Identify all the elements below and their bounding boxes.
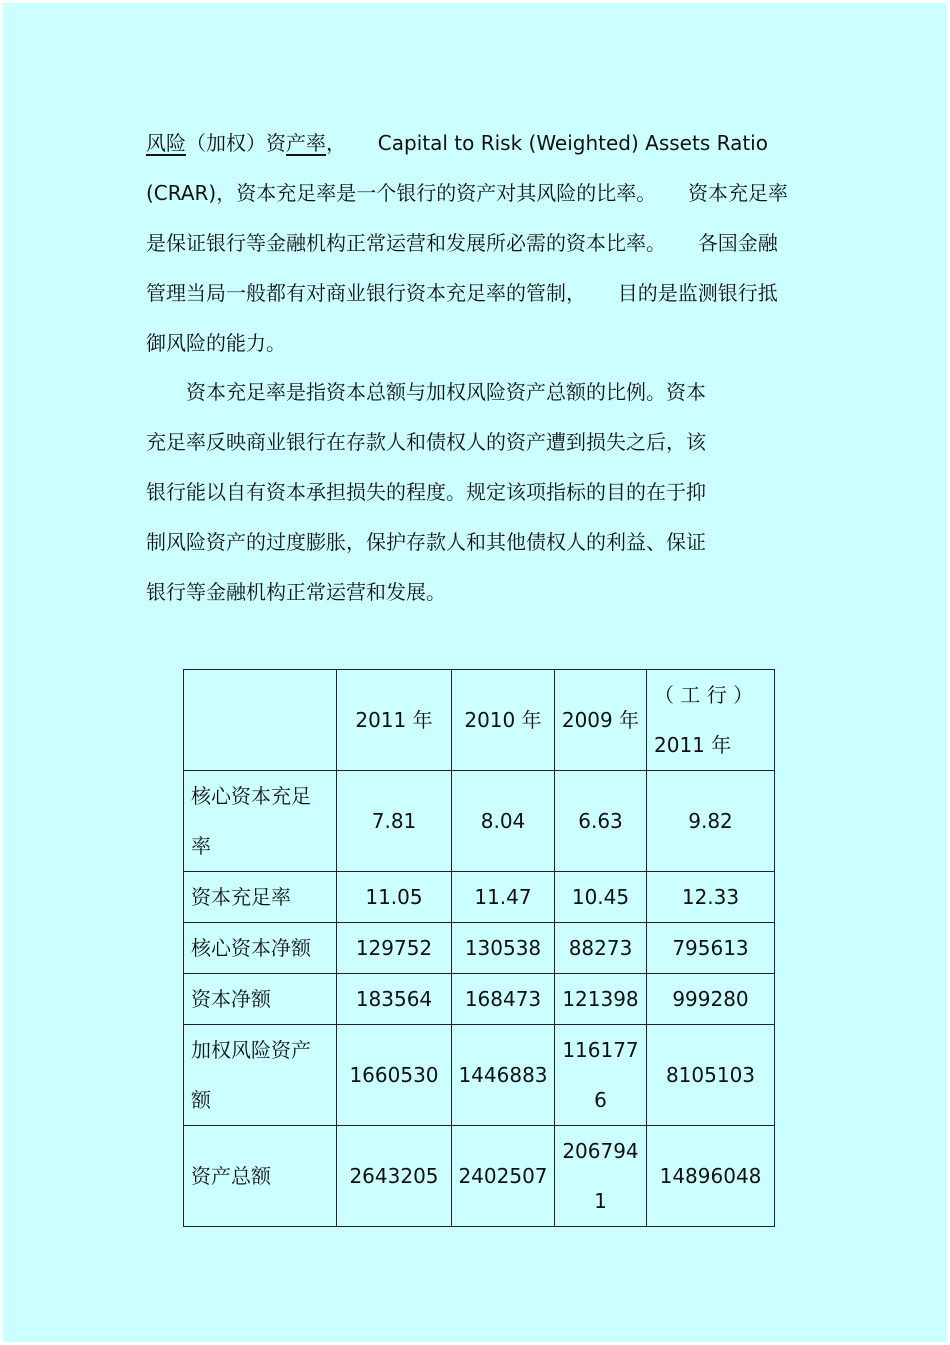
table-cell: 121398 (555, 974, 647, 1025)
table-cell: 7.81 (337, 771, 452, 872)
table-cell: 2643205 (337, 1126, 452, 1227)
table-cell (555, 1025, 647, 1126)
text-line: 御风险的能力。 (146, 331, 286, 355)
label-text: 核心资本充足 (191, 784, 311, 808)
label-text: 额 (191, 1088, 211, 1112)
cell-text: 206794 (562, 1139, 639, 1163)
underlined-term: 风险 (146, 131, 186, 155)
text-line: 管理当局一般都有对商业银行资本充足率的管制， 目的是监测银行抵 (146, 281, 778, 305)
text-line: 资本充足率是指资本总额与加权风险资产总额的比例。资本 (186, 380, 706, 404)
text-line: 制风险资产的过度膨胀，保护存款人和其他债权人的利益、保证 (146, 530, 706, 554)
row-label (184, 771, 337, 872)
row-label: 资本净额 (184, 974, 337, 1025)
text-line: 银行等金融机构正常运营和发展。 (146, 580, 446, 604)
table-row (184, 974, 775, 1025)
table-cell: 795613 (647, 923, 775, 974)
table-row (184, 1126, 775, 1227)
row-label: 核心资本净额 (184, 923, 337, 974)
header-text: （ 工 行 ） (654, 683, 754, 707)
table-row (184, 923, 775, 974)
cell-text: 1 (594, 1189, 607, 1213)
text-line: 是保证银行等金融机构正常运营和发展所必需的资本比率。 各国金融 (146, 231, 778, 255)
table-cell: 8.04 (452, 771, 555, 872)
table-cell: 9.82 (647, 771, 775, 872)
table-cell: 2402507 (452, 1126, 555, 1227)
table-cell: 168473 (452, 974, 555, 1025)
table-cell: 11.05 (337, 872, 452, 923)
header-cell (184, 670, 337, 771)
capital-adequacy-table (183, 669, 775, 1227)
label-text: 率 (191, 834, 211, 858)
header-text: 2011 年 (654, 733, 732, 757)
text-line: 银行能以自有资本承担损失的程度。规定该项指标的目的在于抑 (146, 480, 706, 504)
table-row (184, 771, 775, 872)
header-cell (647, 670, 775, 771)
row-label: 资产总额 (184, 1126, 337, 1227)
table-cell: 88273 (555, 923, 647, 974)
cell-text: 6 (594, 1088, 607, 1112)
header-cell: 2011 年 (337, 670, 452, 771)
text-segment: ， Capital to Risk (Weighted) Assets Ratio (326, 131, 768, 155)
text-line (146, 129, 768, 157)
cell-text: 116177 (562, 1038, 639, 1062)
table-cell: 130538 (452, 923, 555, 974)
table-cell: 1446883 (452, 1025, 555, 1126)
text-line: 充足率反映商业银行在存款人和债权人的资产遭到损失之后，该 (146, 430, 706, 454)
text-segment: （加权）资 (186, 131, 286, 155)
table-row (184, 872, 775, 923)
table-cell: 1660530 (337, 1025, 452, 1126)
table-cell: 6.63 (555, 771, 647, 872)
row-label (184, 1025, 337, 1126)
table-cell: 11.47 (452, 872, 555, 923)
table-cell (555, 1126, 647, 1227)
table-cell: 14896048 (647, 1126, 775, 1227)
label-text: 加权风险资产 (191, 1038, 311, 1062)
table-cell: 8105103 (647, 1025, 775, 1126)
table-cell: 129752 (337, 923, 452, 974)
table-row (184, 1025, 775, 1126)
header-cell: 2009 年 (555, 670, 647, 771)
underlined-term: 产率 (286, 131, 326, 155)
document-page (3, 3, 947, 1342)
table-cell: 999280 (647, 974, 775, 1025)
row-label: 资本充足率 (184, 872, 337, 923)
table-cell: 12.33 (647, 872, 775, 923)
header-cell: 2010 年 (452, 670, 555, 771)
table-cell: 10.45 (555, 872, 647, 923)
table-cell: 183564 (337, 974, 452, 1025)
text-line: (CRAR)，资本充足率是一个银行的资产对其风险的比率。 资本充足率 (146, 181, 789, 205)
table-header-row (184, 670, 775, 771)
